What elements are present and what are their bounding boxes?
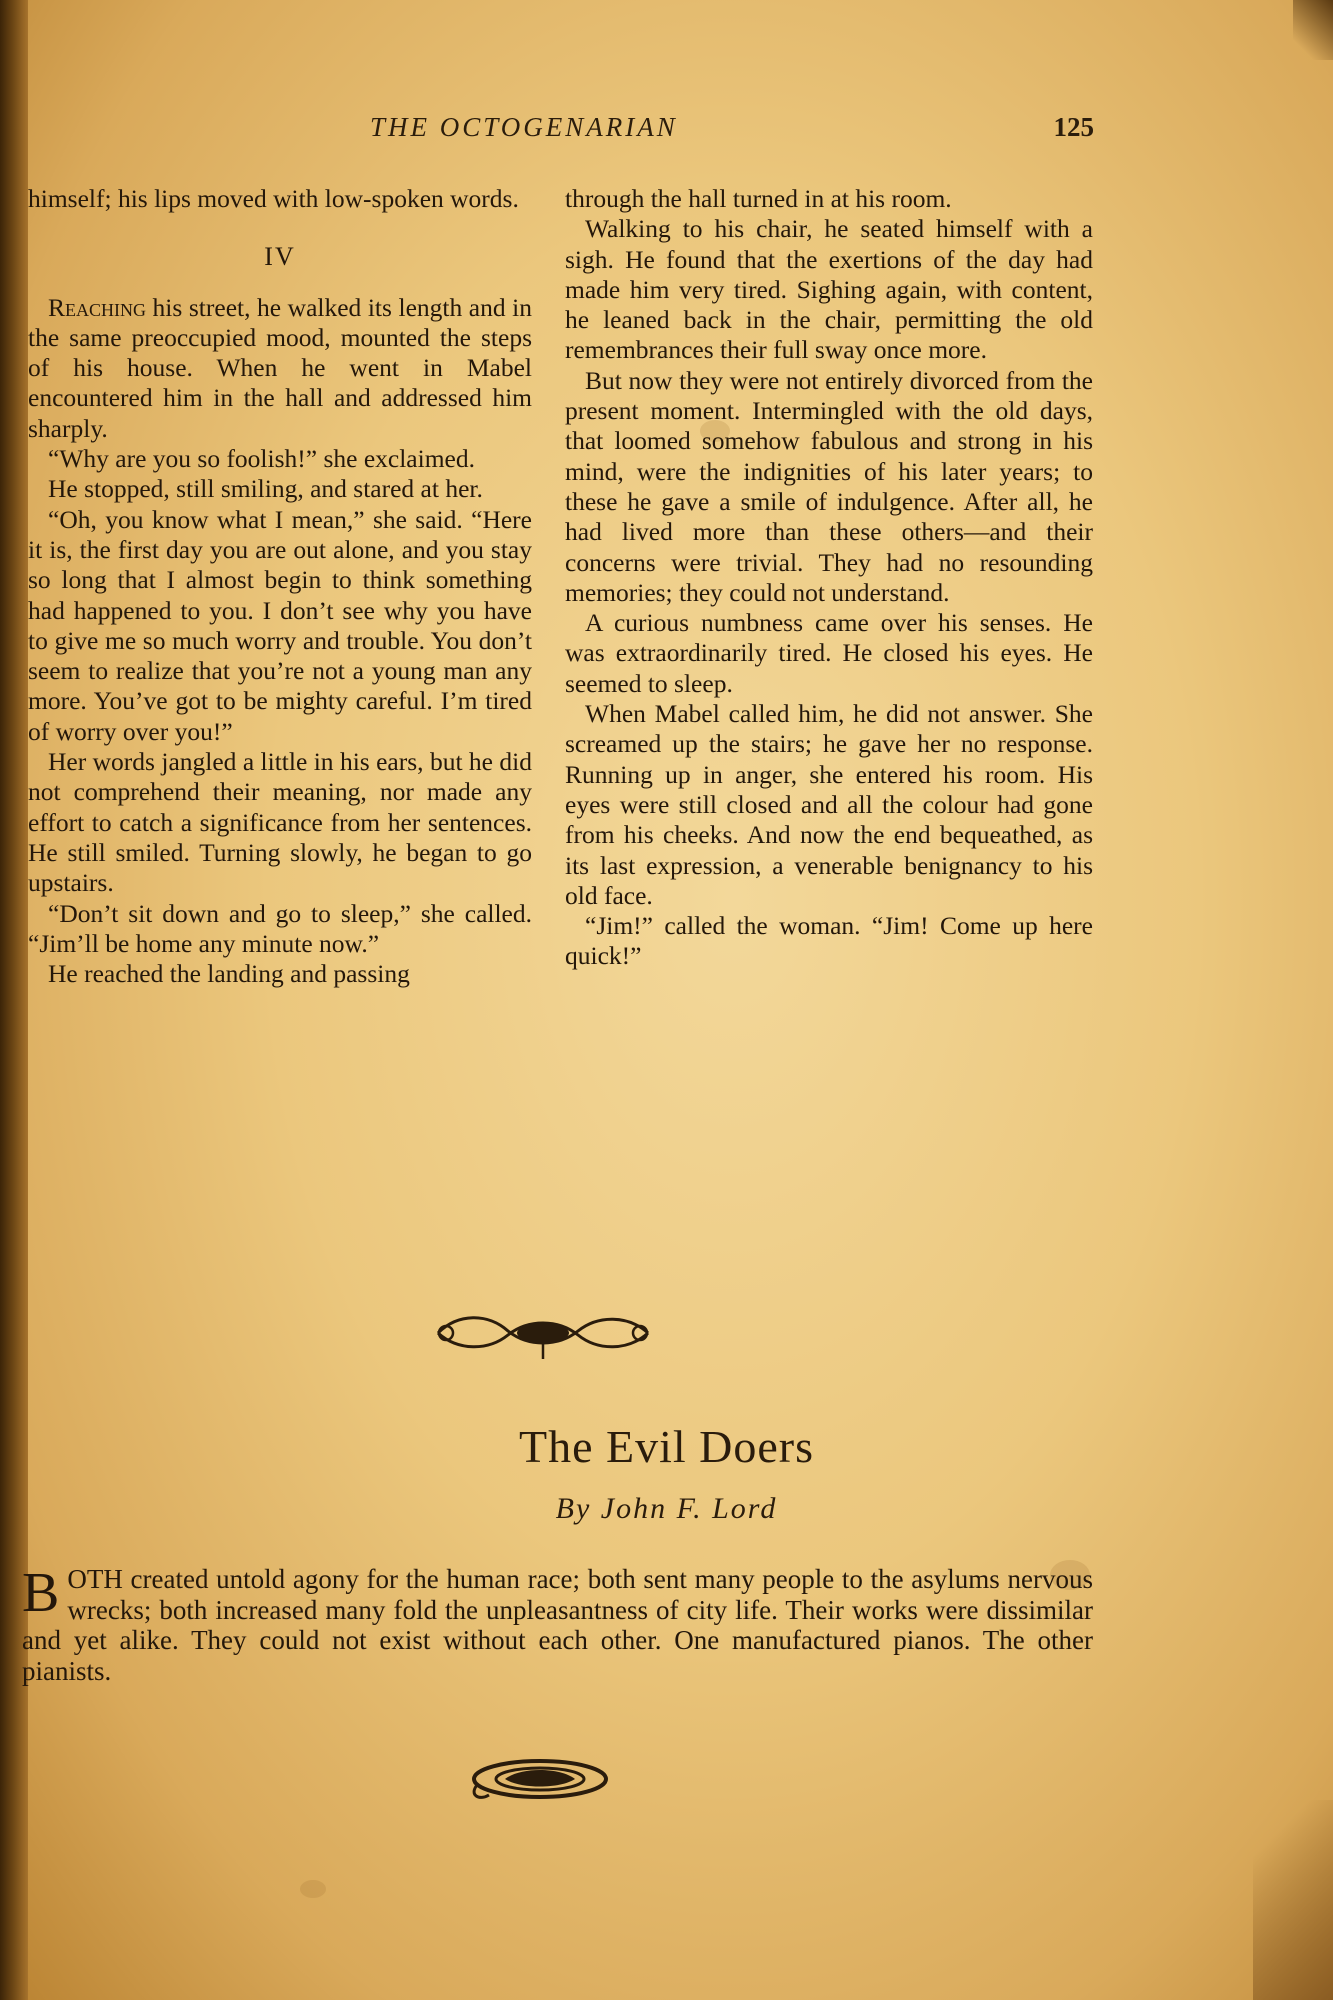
paragraph: Her words jangled a little in his ears, but he did not comprehend their meaning, nor made any effort to catch a significance from her sentences. He still smiled. Turning slowly, he began to go upstairs. (28, 747, 532, 898)
left-column (28, 184, 532, 989)
paragraph (22, 1564, 1093, 1686)
foxing-spot (300, 1880, 326, 1898)
paragraph (28, 293, 532, 444)
paragraph: But now they were not entirely divorced from the present moment. Intermingled with the old days, that loomed somehow fabulous and strong in his mind, were the indignities of his later years; to these he gave a smile of indulgence. After all, he had lived more than these others—and their concerns were trivial. They had no resounding memories; they could not understand. (565, 365, 1093, 607)
paragraph-text: OTH created untold agony for the human race; both sent many people to the asylums nervous wrecks; both increased many fold the unpleasantness of city life. Their works were dissimilar and yet alike. They could not exist without each other. One manufactured pianos. The other pianists. (22, 1564, 1093, 1686)
paragraph: When Mabel called him, he did not answer. She screamed up the stairs; he gave her no response. Running up in anger, she entered his room. His eyes were still closed and all the colour had gone from his cheeks. And now the end bequeathed, as its last expression, a venerable benignancy to his old face. (565, 699, 1093, 910)
paragraph: “Oh, you know what I mean,” she said. “Here it is, the first day you are out alone, and you stay so long that I almost begin to think something had happened to you. I don’t see why you have to give me so much worry and trouble. You don’t seem to realize that you’re not a young man any more. You’ve got to be mighty careful. I’m tired of worry over you!” (28, 504, 532, 746)
story-body (22, 1564, 1093, 1686)
section-number: IV (264, 242, 296, 272)
page-number: 125 (1053, 112, 1094, 142)
page-edge-wear (1253, 1800, 1333, 2000)
paragraph: through the hall turned in at his room. (565, 184, 952, 213)
ornament-divider-icon (428, 1303, 658, 1363)
paragraph: A curious numbness came over his senses. He was extraordinarily tired. He closed his eyes. He seemed to sleep. (565, 608, 1093, 698)
paragraph: himself; his lips moved with low-spoken words. (28, 184, 519, 213)
paragraph: “Why are you so foolish!” she exclaimed. (48, 444, 475, 474)
paragraph: “Jim!” called the woman. “Jim! Come up here quick!” (565, 911, 1093, 971)
story-byline: By John F. Lord (555, 1492, 778, 1525)
page-corner-shadow (1293, 0, 1333, 60)
lead-word: Reaching (48, 292, 146, 322)
paragraph: He reached the landing and passing (48, 959, 410, 989)
paragraph: He stopped, still smiling, and stared at her. (48, 474, 483, 504)
ornament-end-icon (465, 1749, 615, 1809)
book-gutter (0, 0, 28, 2000)
right-column (565, 184, 1093, 972)
story-title: The Evil Doers (518, 1421, 815, 1472)
drop-cap: B (22, 1562, 60, 1624)
page-header (370, 112, 1094, 152)
paragraph-text: his street, he walked its length and in the same preoccupied mood, mounted the steps of his house. When he went in Mabel encountered him in the hall and addressed him sharply. (28, 292, 532, 443)
running-head: THE OCTOGENARIAN (370, 112, 678, 142)
paragraph: Walking to his chair, he seated himself with a sigh. He found that the exertions of the day had made him very tired. Sighing again, with content, he leaned back in the chair, permitting the old remembrances their full sway once more. (565, 214, 1093, 365)
paragraph: “Don’t sit down and go to sleep,” she called. “Jim’ll be home any minute now.” (28, 898, 532, 958)
